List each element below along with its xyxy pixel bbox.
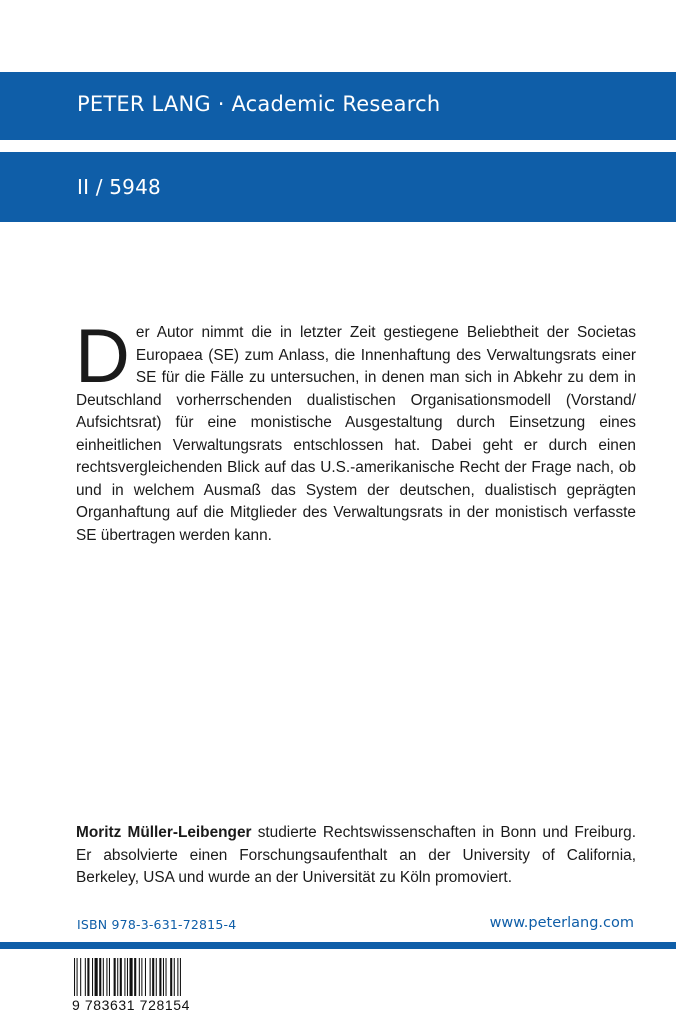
barcode-bar: [174, 958, 175, 996]
barcode-bar: [95, 958, 98, 996]
barcode-bar: [150, 958, 151, 996]
series-band: [0, 72, 676, 140]
barcode-bar: [170, 958, 172, 996]
barcode-bar: [134, 958, 136, 996]
barcode-bar: [120, 958, 122, 996]
barcode-bar: [139, 958, 140, 996]
barcode-bar: [130, 958, 133, 996]
barcode-bar: [109, 958, 110, 996]
barcode-bar: [177, 958, 178, 996]
isbn-label: ISBN 978-3-631-72815-4: [77, 917, 237, 932]
barcode-bar: [141, 958, 142, 996]
barcode-bar: [124, 958, 125, 996]
description-text: er Autor nimmt die in letzter Zeit gestiegene Beliebtheit der Societas Europaea (SE) zum Anlass, die Innenhaftung des Verwaltungsrats einer SE für die Fälle zu untersuchen, in denen man sich in Abkehr zu dem in Deutschland vorherrschenden dualistischen Organisationsmodell (Vorstand/ Aufsichtsrat) für eine monistische Ausgestaltung durch Einsetzung eines einheitlichen Verwaltungsrats entschlossen hat. Dabei geht er durch einen rechtsvergleichenden Blick auf das U.S.-amerikanische Recht der Frage nach, ob und in welchem Ausmaß das System der deutschen, dualistisch geprägten Organhaftung auf die Mitglieder des Verwaltungsrats in der monistisch verfasste SE übertragen werden kann.: [76, 324, 636, 544]
barcode-bar: [163, 958, 164, 996]
barcode-bar: [156, 958, 157, 996]
barcode-bar: [145, 958, 146, 996]
barcode-bar: [106, 958, 107, 996]
footer-rule: [0, 942, 676, 949]
barcode-bar: [117, 958, 118, 996]
barcode-bar: [180, 958, 181, 996]
barcode-bar: [80, 958, 81, 996]
book-description: [75, 314, 636, 547]
publisher-website-link[interactable]: www.peterlang.com: [489, 915, 634, 931]
barcode-bar: [87, 958, 89, 996]
author-name: Moritz Müller-Leibenger: [76, 824, 252, 841]
barcode-bar: [159, 958, 161, 996]
volume-number: II / 5948: [77, 175, 161, 199]
barcode-bar: [99, 958, 101, 996]
barcode-bar: [77, 958, 78, 996]
barcode-bar: [152, 958, 154, 996]
drop-cap: D: [75, 314, 130, 399]
barcode-bars: [72, 958, 224, 998]
author-biography: [76, 822, 636, 890]
barcode-bar: [114, 958, 116, 996]
barcode-bar: [85, 958, 86, 996]
barcode-bar: [92, 958, 93, 996]
barcode-digits: 9 783631 728154: [72, 997, 190, 1013]
barcode-bar: [166, 958, 167, 996]
barcode-bar: [74, 958, 75, 996]
barcode-bar: [103, 958, 104, 996]
publisher-series-title: PETER LANG · Academic Research: [77, 92, 441, 116]
barcode-bar: [127, 958, 128, 996]
volume-band: [0, 152, 676, 222]
author-bio-text: studierte Rechtswissenschaften in Bonn und Freiburg. Er absolvierte einen Forschungsaufenthalt an der University of California, Berkeley, USA und wurde an der Universität zu Köln promoviert.: [76, 824, 636, 886]
